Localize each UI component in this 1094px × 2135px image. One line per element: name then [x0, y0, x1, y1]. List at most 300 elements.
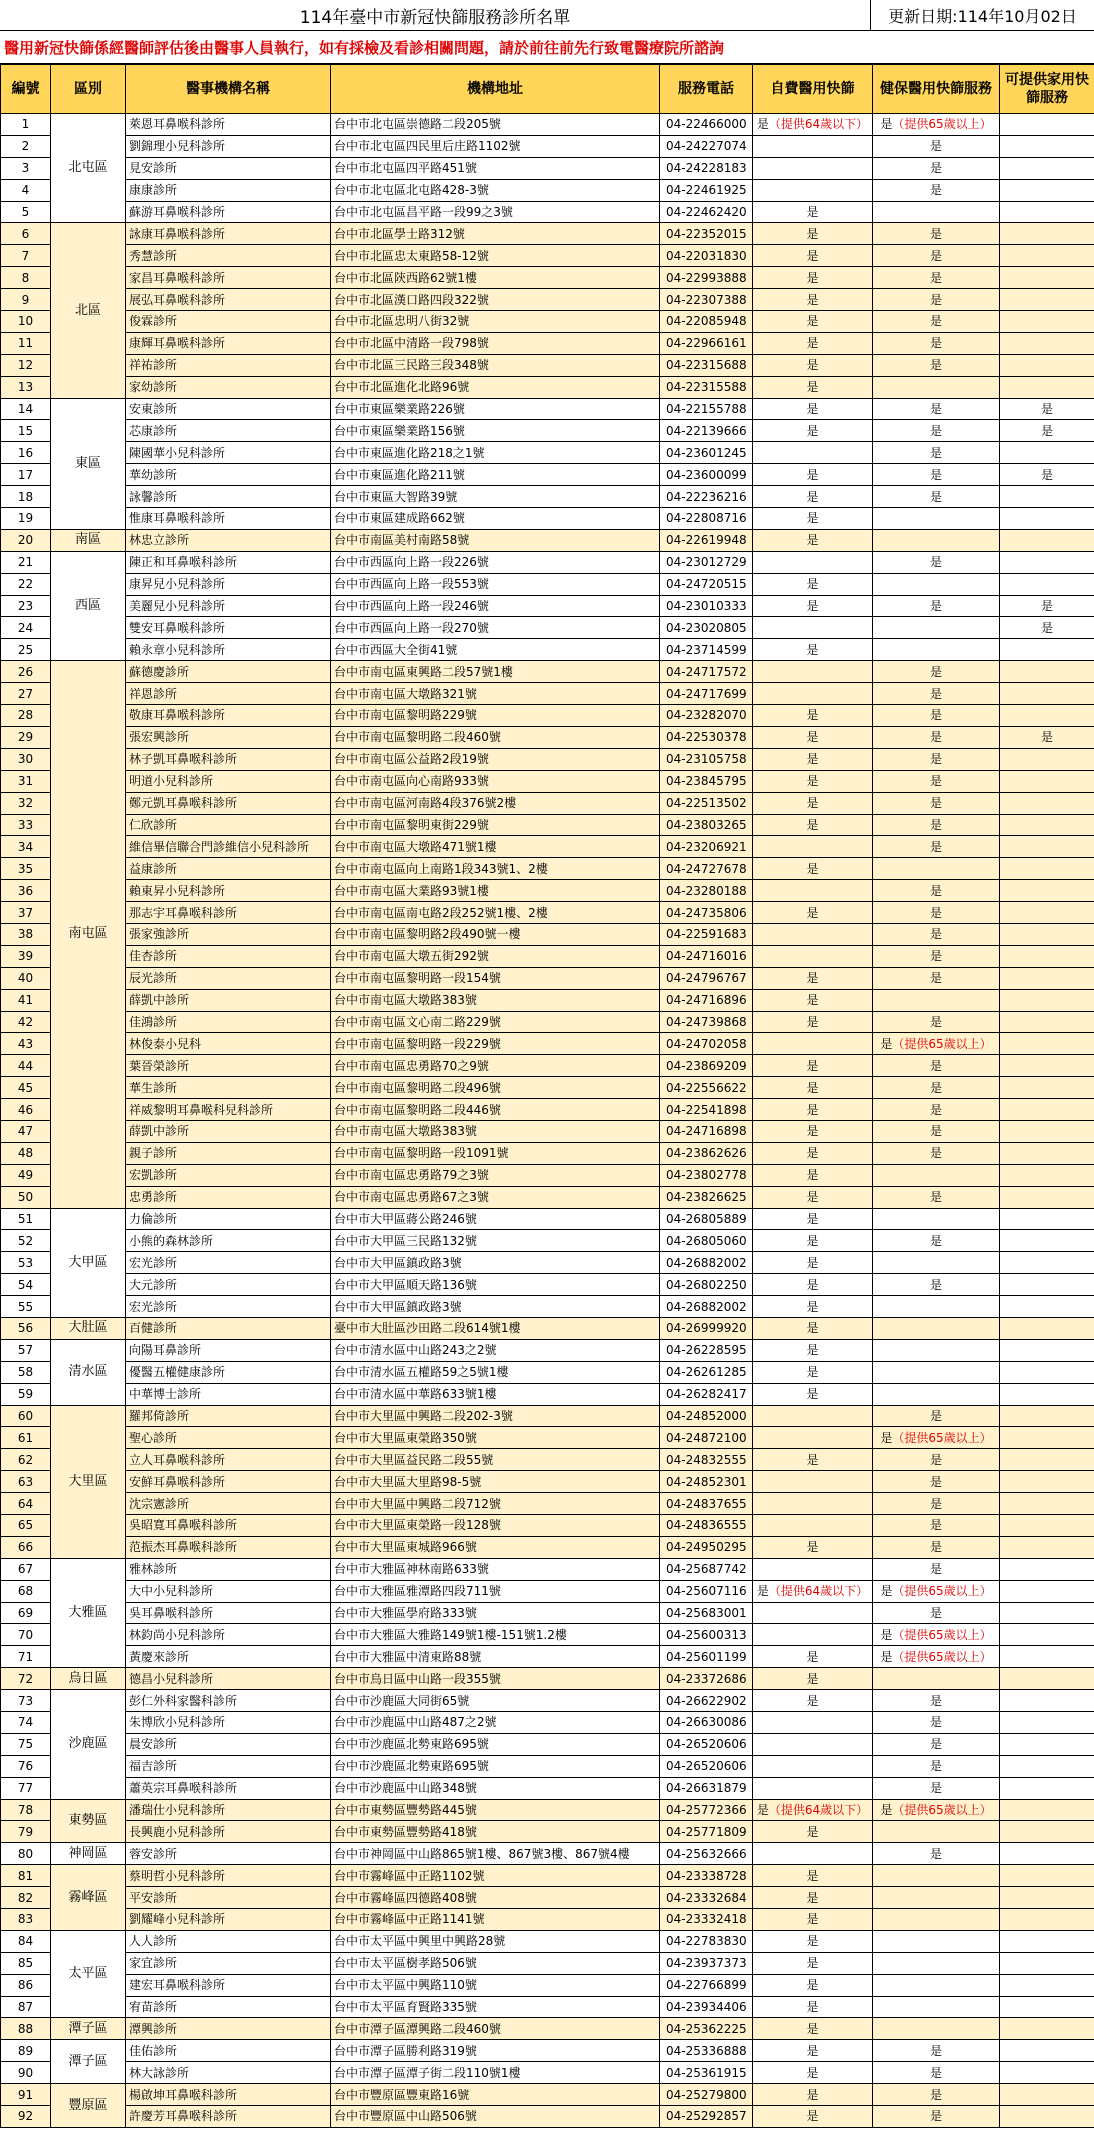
self-pay-cell	[753, 1011, 873, 1033]
self-pay-cell	[753, 2062, 873, 2084]
row-number: 54	[1, 1274, 51, 1296]
home-test-cell	[1000, 1580, 1094, 1602]
clinic-address: 台中市北區陝西路62號1樓	[331, 267, 660, 289]
clinic-phone: 04-22085948	[660, 311, 753, 333]
self-pay-cell	[753, 1821, 873, 1843]
header-no: 編號	[1, 65, 51, 114]
clinic-phone: 04-22556622	[660, 1077, 753, 1099]
nhi-cell	[873, 135, 1000, 157]
header-phone: 服務電話	[660, 65, 753, 114]
home-test-cell	[1000, 1230, 1094, 1252]
self-pay-cell	[753, 529, 873, 551]
nhi-mark: 是	[929, 1715, 942, 1730]
self-pay-cell	[753, 2018, 873, 2040]
clinic-phone: 04-22591683	[660, 923, 753, 945]
self-pay-cell	[753, 1646, 873, 1668]
district-cell: 豐原區	[51, 2084, 126, 2128]
self-pay-mark: 是	[806, 1343, 819, 1358]
clinic-name: 劉錦理小兒科診所	[126, 135, 331, 157]
clinic-name: 德昌小兒科診所	[126, 1668, 331, 1690]
table-row	[1, 726, 1094, 748]
clinic-name: 立人耳鼻喉科診所	[126, 1449, 331, 1471]
self-pay-cell	[753, 420, 873, 442]
page-title: 114年臺中市新冠快篩服務診所名單	[0, 0, 871, 30]
table-row	[1, 1887, 1094, 1909]
row-number: 79	[1, 1821, 51, 1843]
self-pay-mark: 是	[806, 1299, 819, 1314]
self-pay-mark: 是	[806, 1102, 819, 1117]
clinic-phone: 04-22513502	[660, 792, 753, 814]
clinic-address: 台中市潭子區潭興路二段460號	[331, 2018, 660, 2040]
nhi-mark: 是	[929, 423, 942, 438]
clinic-address: 台中市太平區育賢路335號	[331, 1996, 660, 2018]
home-test-cell	[1000, 814, 1094, 836]
clinic-name: 小熊的森林診所	[126, 1230, 331, 1252]
home-test-cell	[1000, 792, 1094, 814]
home-test-cell: 是	[1000, 420, 1094, 442]
home-test-cell: 是	[1000, 726, 1094, 748]
clinic-name: 惟康耳鼻喉科診所	[126, 508, 331, 530]
clinic-address: 台中市北屯區四平路451號	[331, 157, 660, 179]
home-test-cell	[1000, 1274, 1094, 1296]
nhi-cell	[873, 1930, 1000, 1952]
nhi-mark: 是	[929, 1102, 942, 1117]
nhi-cell	[873, 1274, 1000, 1296]
self-pay-mark: 是	[806, 2043, 819, 2058]
table-row	[1, 683, 1094, 705]
self-pay-cell	[753, 1405, 873, 1427]
nhi-cell	[873, 945, 1000, 967]
home-test-cell: 是	[1000, 464, 1094, 486]
clinic-phone: 04-23280188	[660, 880, 753, 902]
table-row	[1, 1974, 1094, 1996]
row-number: 22	[1, 573, 51, 595]
table-row	[1, 2040, 1094, 2062]
home-test-cell	[1000, 1252, 1094, 1274]
nhi-cell	[873, 683, 1000, 705]
table-row	[1, 880, 1094, 902]
home-test-cell	[1000, 529, 1094, 551]
self-pay-mark: 是	[806, 1211, 819, 1226]
clinic-name: 楊啟坤耳鼻喉科診所	[126, 2084, 331, 2106]
row-number: 44	[1, 1055, 51, 1077]
nhi-cell	[873, 464, 1000, 486]
home-test-cell	[1000, 354, 1094, 376]
nhi-cell	[873, 2040, 1000, 2062]
self-pay-note: （提供64歲以下）	[768, 1803, 869, 1818]
self-pay-mark: 是	[806, 1868, 819, 1883]
row-number: 63	[1, 1471, 51, 1493]
district-cell: 清水區	[51, 1339, 126, 1405]
table-row	[1, 135, 1094, 157]
row-number: 21	[1, 551, 51, 573]
district-cell: 大甲區	[51, 1208, 126, 1317]
clinic-address: 台中市南屯區黎明東街229號	[331, 814, 660, 836]
self-pay-mark: 是	[806, 226, 819, 241]
clinic-phone: 04-24717699	[660, 683, 753, 705]
self-pay-mark: 是	[806, 1124, 819, 1139]
clinic-phone: 04-24717572	[660, 661, 753, 683]
clinic-address: 台中市西區大全街41號	[331, 639, 660, 661]
nhi-mark: 是	[929, 183, 942, 198]
clinic-name: 蘇游耳鼻喉科診所	[126, 201, 331, 223]
row-number: 39	[1, 945, 51, 967]
nhi-mark: 是	[929, 1408, 942, 1423]
nhi-cell	[873, 1843, 1000, 1865]
district-cell: 西區	[51, 551, 126, 660]
self-pay-mark: 是	[806, 1912, 819, 1927]
row-number: 46	[1, 1099, 51, 1121]
clinic-phone: 04-26282417	[660, 1383, 753, 1405]
clinic-address: 台中市豐原區中山路506號	[331, 2106, 660, 2128]
row-number: 4	[1, 179, 51, 201]
clinic-address: 台中市南屯區大墩路471號1樓	[331, 836, 660, 858]
table-row	[1, 1427, 1094, 1449]
self-pay-cell	[753, 1471, 873, 1493]
clinic-address: 台中市南屯區黎明路二段446號	[331, 1099, 660, 1121]
row-number: 14	[1, 398, 51, 420]
row-number: 60	[1, 1405, 51, 1427]
clinic-name: 賴東昇小兒科診所	[126, 880, 331, 902]
table-row	[1, 398, 1094, 420]
clinic-phone: 04-23012729	[660, 551, 753, 573]
nhi-cell	[873, 1493, 1000, 1515]
clinic-address: 台中市大甲區鎮政路3號	[331, 1252, 660, 1274]
clinic-address: 台中市沙鹿區北勢東路695號	[331, 1733, 660, 1755]
nhi-cell	[873, 1799, 1000, 1821]
clinic-phone: 04-22352015	[660, 223, 753, 245]
clinic-name: 陳國華小兒科診所	[126, 442, 331, 464]
clinic-address: 台中市東區大智路39號	[331, 486, 660, 508]
self-pay-cell	[753, 967, 873, 989]
home-test-cell	[1000, 880, 1094, 902]
clinic-phone: 04-22155788	[660, 398, 753, 420]
row-number: 75	[1, 1733, 51, 1755]
row-number: 70	[1, 1624, 51, 1646]
table-row	[1, 1033, 1094, 1055]
row-number: 30	[1, 748, 51, 770]
self-pay-cell	[753, 770, 873, 792]
home-test-cell	[1000, 179, 1094, 201]
nhi-cell	[873, 748, 1000, 770]
home-test-cell	[1000, 1449, 1094, 1471]
nhi-cell	[873, 595, 1000, 617]
self-pay-cell	[753, 135, 873, 157]
self-pay-note: （提供64歲以下）	[768, 117, 869, 132]
nhi-cell	[873, 573, 1000, 595]
self-pay-cell	[753, 1777, 873, 1799]
self-pay-mark: 是	[756, 117, 769, 132]
self-pay-cell	[753, 1077, 873, 1099]
row-number: 41	[1, 989, 51, 1011]
clinic-address: 台中市大雅區大雅路149號1樓-151號1.2樓	[331, 1624, 660, 1646]
table-row	[1, 945, 1094, 967]
self-pay-cell	[753, 792, 873, 814]
clinic-name: 林忠立診所	[126, 529, 331, 551]
clinic-phone: 04-23845795	[660, 770, 753, 792]
row-number: 68	[1, 1580, 51, 1602]
self-pay-mark: 是	[806, 467, 819, 482]
row-number: 18	[1, 486, 51, 508]
clinic-address: 台中市南屯區公益路2段19號	[331, 748, 660, 770]
table-row	[1, 1099, 1094, 1121]
home-test-cell	[1000, 1755, 1094, 1777]
nhi-mark: 是	[880, 1584, 893, 1599]
nhi-cell	[873, 1449, 1000, 1471]
nhi-mark: 是	[929, 1014, 942, 1029]
table-row	[1, 858, 1094, 880]
self-pay-cell	[753, 1755, 873, 1777]
table-row	[1, 1821, 1094, 1843]
nhi-mark: 是	[929, 1146, 942, 1161]
nhi-cell	[873, 1952, 1000, 1974]
row-number: 85	[1, 1952, 51, 1974]
table-row	[1, 836, 1094, 858]
clinic-name: 林大詠診所	[126, 2062, 331, 2084]
nhi-cell	[873, 1515, 1000, 1537]
nhi-mark: 是	[929, 1124, 942, 1139]
table-row	[1, 332, 1094, 354]
self-pay-mark: 是	[806, 1014, 819, 1029]
nhi-mark: 是	[929, 839, 942, 854]
table-row	[1, 1777, 1094, 1799]
nhi-cell	[873, 442, 1000, 464]
self-pay-cell	[753, 2084, 873, 2106]
self-pay-mark: 是	[806, 1890, 819, 1905]
clinic-name: 祥恩診所	[126, 683, 331, 705]
clinic-address: 台中市南屯區黎明路229號	[331, 705, 660, 727]
nhi-cell	[873, 1120, 1000, 1142]
clinic-address: 台中市大甲區蔣公路246號	[331, 1208, 660, 1230]
self-pay-mark: 是	[806, 1190, 819, 1205]
table-row	[1, 289, 1094, 311]
clinic-address: 台中市大里區益民路二段55號	[331, 1449, 660, 1471]
nhi-cell	[873, 551, 1000, 573]
clinic-phone: 04-24702058	[660, 1033, 753, 1055]
nhi-cell	[873, 1339, 1000, 1361]
self-pay-mark: 是	[806, 2065, 819, 2080]
table-row	[1, 1646, 1094, 1668]
home-test-cell	[1000, 508, 1094, 530]
clinic-address: 台中市南屯區河南路4段376號2樓	[331, 792, 660, 814]
table-row	[1, 989, 1094, 1011]
self-pay-cell	[753, 551, 873, 573]
row-number: 48	[1, 1142, 51, 1164]
clinic-phone: 04-25292857	[660, 2106, 753, 2128]
self-pay-mark: 是	[806, 2109, 819, 2124]
table-row	[1, 923, 1094, 945]
clinic-name: 福吉診所	[126, 1755, 331, 1777]
clinic-phone: 04-25279800	[660, 2084, 753, 2106]
table-row	[1, 595, 1094, 617]
clinic-name: 朱博欣小兒科診所	[126, 1712, 331, 1734]
clinic-name: 展弘耳鼻喉科診所	[126, 289, 331, 311]
home-test-cell	[1000, 923, 1094, 945]
clinic-address: 台中市西區向上路一段226號	[331, 551, 660, 573]
clinic-address: 台中市大里區中興路二段202-3號	[331, 1405, 660, 1427]
table-row	[1, 1317, 1094, 1339]
nhi-cell	[873, 880, 1000, 902]
self-pay-mark: 是	[806, 2000, 819, 2015]
self-pay-mark: 是	[806, 489, 819, 504]
row-number: 72	[1, 1668, 51, 1690]
clinic-phone: 04-24735806	[660, 902, 753, 924]
table-row	[1, 157, 1094, 179]
clinic-name: 沈宗憲診所	[126, 1493, 331, 1515]
row-number: 50	[1, 1186, 51, 1208]
self-pay-cell	[753, 1536, 873, 1558]
home-test-cell	[1000, 551, 1094, 573]
row-number: 55	[1, 1296, 51, 1318]
row-number: 20	[1, 529, 51, 551]
row-number: 11	[1, 332, 51, 354]
clinic-name: 林子凱耳鼻喉科診所	[126, 748, 331, 770]
table-row	[1, 1055, 1094, 1077]
self-pay-cell	[753, 836, 873, 858]
nhi-cell	[873, 1646, 1000, 1668]
clinic-name: 林俊泰小兒科	[126, 1033, 331, 1055]
clinic-address: 台中市沙鹿區北勢東路695號	[331, 1755, 660, 1777]
clinic-name: 葉晉榮診所	[126, 1055, 331, 1077]
clinic-name: 蕭英宗耳鼻喉科診所	[126, 1777, 331, 1799]
clinic-name: 力倫診所	[126, 1208, 331, 1230]
clinic-name: 雅林診所	[126, 1558, 331, 1580]
table-row	[1, 639, 1094, 661]
self-pay-mark: 是	[806, 1365, 819, 1380]
nhi-mark: 是	[929, 664, 942, 679]
self-pay-cell	[753, 311, 873, 333]
home-test-cell	[1000, 1011, 1094, 1033]
clinic-name: 忠勇診所	[126, 1186, 331, 1208]
clinic-phone: 04-26261285	[660, 1361, 753, 1383]
header-address: 機構地址	[331, 65, 660, 114]
self-pay-cell	[753, 1449, 873, 1471]
self-pay-mark: 是	[806, 270, 819, 285]
clinic-name: 家昌耳鼻喉科診所	[126, 267, 331, 289]
home-test-cell	[1000, 1493, 1094, 1515]
nhi-note: （提供65歲以上）	[892, 1627, 992, 1642]
self-pay-mark: 是	[806, 1168, 819, 1183]
table-row	[1, 967, 1094, 989]
nhi-cell	[873, 1821, 1000, 1843]
nhi-cell	[873, 989, 1000, 1011]
clinic-name: 佳鴻診所	[126, 1011, 331, 1033]
clinic-address: 台中市南屯區忠勇路70之9號	[331, 1055, 660, 1077]
clinic-phone: 04-23372686	[660, 1668, 753, 1690]
nhi-mark: 是	[929, 139, 942, 154]
header-nhi: 健保醫用快篩服務	[873, 65, 1000, 114]
clinic-name: 雙安耳鼻喉科診所	[126, 617, 331, 639]
nhi-cell	[873, 836, 1000, 858]
clinic-phone: 04-23826625	[660, 1186, 753, 1208]
self-pay-cell	[753, 114, 873, 136]
district-cell: 南區	[51, 529, 126, 551]
clinic-name: 林鈞尚小兒科診所	[126, 1624, 331, 1646]
clinic-phone: 04-22466000	[660, 114, 753, 136]
clinic-address: 台中市南屯區大墩路383號	[331, 1120, 660, 1142]
clinic-phone: 04-25632666	[660, 1843, 753, 1865]
clinic-address: 台中市北區中清路一段798號	[331, 332, 660, 354]
nhi-mark: 是	[929, 270, 942, 285]
row-number: 43	[1, 1033, 51, 1055]
home-test-cell: 是	[1000, 617, 1094, 639]
clinic-name: 家宜診所	[126, 1952, 331, 1974]
nhi-cell	[873, 267, 1000, 289]
self-pay-mark: 是	[806, 1255, 819, 1270]
self-pay-cell	[753, 1339, 873, 1361]
clinic-name: 優醫五權健康診所	[126, 1361, 331, 1383]
nhi-mark: 是	[929, 599, 942, 614]
nhi-cell	[873, 1996, 1000, 2018]
table-row	[1, 748, 1094, 770]
self-pay-cell	[753, 1558, 873, 1580]
clinic-name: 親子診所	[126, 1142, 331, 1164]
clinic-name: 中華博士診所	[126, 1383, 331, 1405]
home-test-cell	[1000, 332, 1094, 354]
nhi-cell	[873, 114, 1000, 136]
nhi-mark: 是	[929, 1518, 942, 1533]
table-row	[1, 1208, 1094, 1230]
self-pay-cell	[753, 1930, 873, 1952]
nhi-cell	[873, 1712, 1000, 1734]
table-row	[1, 1120, 1094, 1142]
self-pay-mark: 是	[806, 1321, 819, 1336]
clinic-phone: 04-26520606	[660, 1733, 753, 1755]
clinic-address: 台中市東勢區豐勢路418號	[331, 1821, 660, 1843]
row-number: 7	[1, 245, 51, 267]
home-test-cell	[1000, 1515, 1094, 1537]
clinic-phone: 04-25600313	[660, 1624, 753, 1646]
row-number: 62	[1, 1449, 51, 1471]
home-test-cell	[1000, 135, 1094, 157]
self-pay-mark: 是	[806, 1956, 819, 1971]
self-pay-mark: 是	[806, 358, 819, 373]
clinic-name: 益康診所	[126, 858, 331, 880]
home-test-cell	[1000, 1909, 1094, 1931]
clinic-phone: 04-23803265	[660, 814, 753, 836]
clinic-name: 吳耳鼻喉科診所	[126, 1602, 331, 1624]
home-test-cell	[1000, 748, 1094, 770]
nhi-cell	[873, 376, 1000, 398]
clinic-name: 晨安診所	[126, 1733, 331, 1755]
clinic-name: 大中小兒科診所	[126, 1580, 331, 1602]
self-pay-cell	[753, 1120, 873, 1142]
district-cell: 霧峰區	[51, 1865, 126, 1931]
clinic-name: 詠康耳鼻喉科診所	[126, 223, 331, 245]
table-row	[1, 354, 1094, 376]
self-pay-cell	[753, 902, 873, 924]
update-date: 更新日期:114年10月02日	[888, 6, 1077, 26]
self-pay-mark: 是	[806, 1824, 819, 1839]
self-pay-cell	[753, 201, 873, 223]
clinic-address: 台中市南屯區黎明路二段496號	[331, 1077, 660, 1099]
clinic-phone: 04-22139666	[660, 420, 753, 442]
nhi-cell	[873, 245, 1000, 267]
self-pay-cell	[753, 1186, 873, 1208]
table-body	[1, 114, 1094, 2128]
nhi-cell	[873, 1055, 1000, 1077]
table-row	[1, 1624, 1094, 1646]
nhi-mark: 是	[929, 1277, 942, 1292]
row-number: 38	[1, 923, 51, 945]
home-test-cell	[1000, 1405, 1094, 1427]
table-row	[1, 1712, 1094, 1734]
clinic-name: 賴永章小兒科診所	[126, 639, 331, 661]
row-number: 86	[1, 1974, 51, 1996]
clinic-address: 台中市豐原區豐東路16號	[331, 2084, 660, 2106]
home-test-cell	[1000, 442, 1094, 464]
clinic-address: 台中市南屯區黎明路一段154號	[331, 967, 660, 989]
